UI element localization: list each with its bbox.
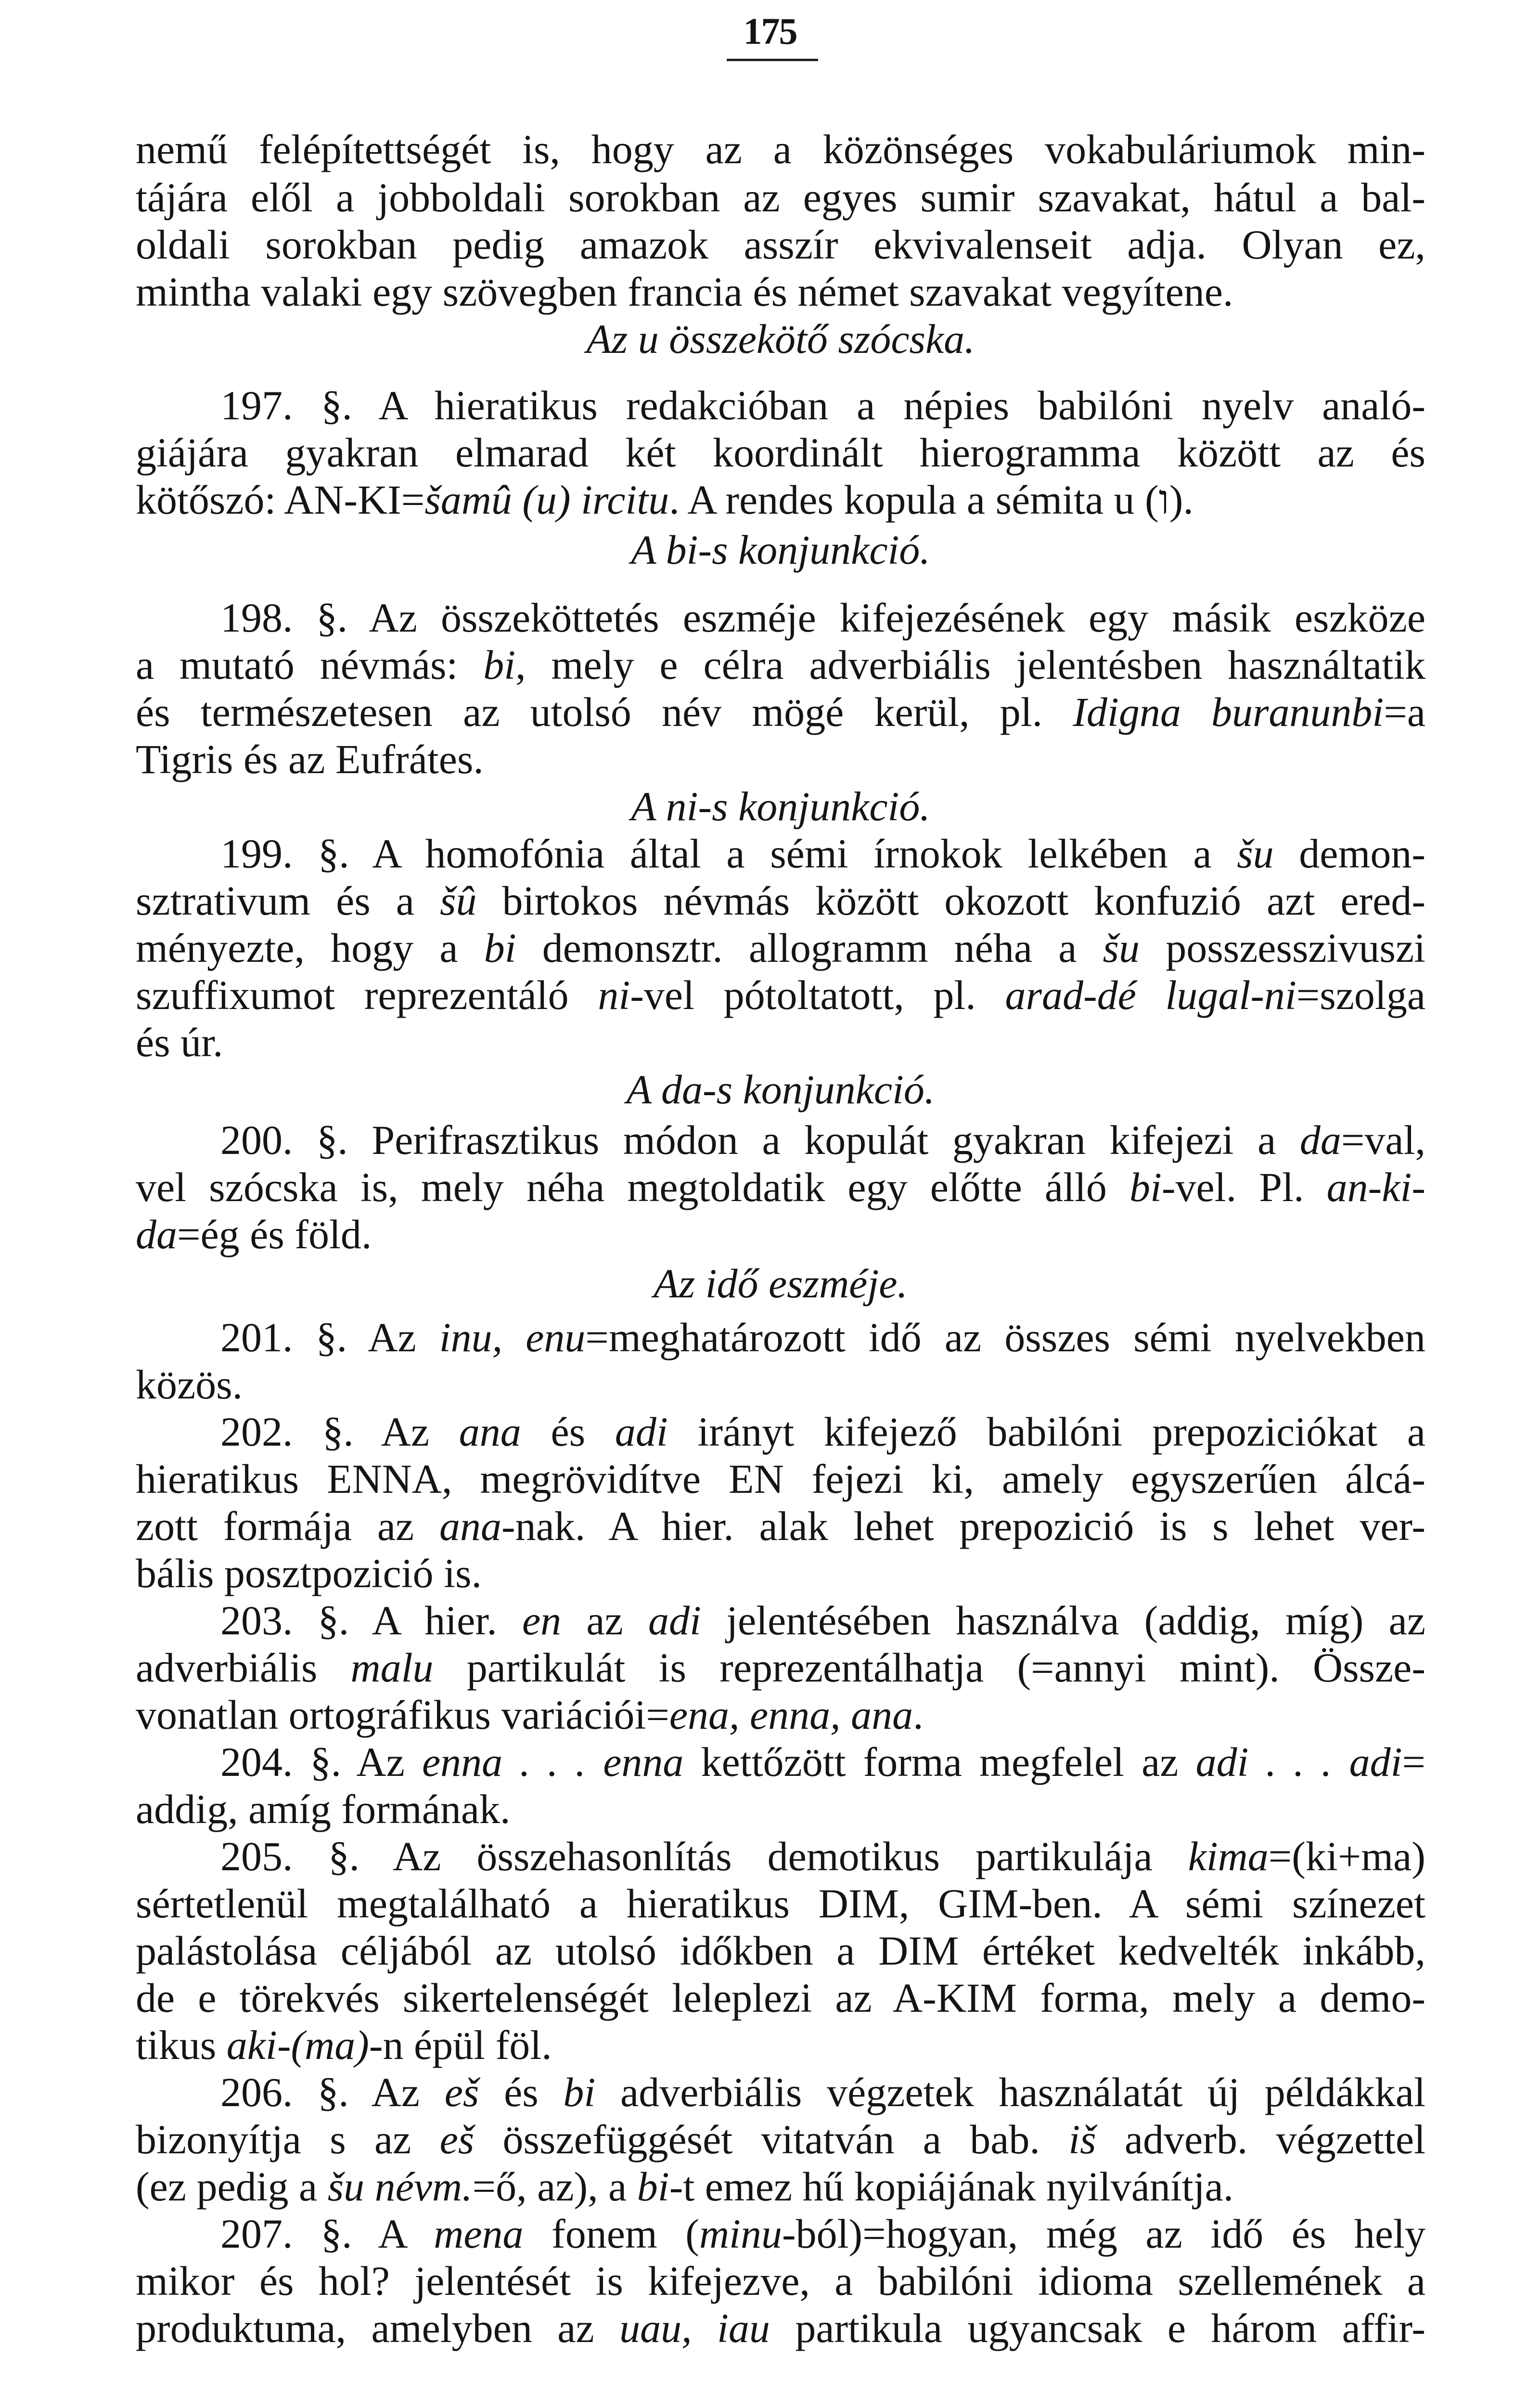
italic-term: da: [136, 1211, 177, 1257]
text-run: kettőzött forma megfelel az: [683, 1739, 1196, 1785]
italic-term: bi: [483, 642, 516, 688]
italic-term: adi . . . adi: [1195, 1739, 1402, 1785]
text-run: produktuma, amelyben az: [136, 2305, 620, 2351]
italic-term: bi: [637, 2163, 669, 2210]
text-line: [136, 1880, 1425, 1927]
text-line: [136, 2021, 1425, 2069]
text-run: zott formája az: [136, 1503, 439, 1549]
text-run: és: [479, 2069, 564, 2115]
text-run: bális posztpozició is.: [136, 1550, 482, 1596]
text-run: A bi-s konjunkció.: [631, 527, 930, 573]
section-heading: [136, 315, 1425, 362]
italic-term: an-ki-: [1326, 1164, 1425, 1210]
page-text: [0, 126, 1540, 2371]
text-run: a mutató névmás:: [136, 642, 484, 688]
text-run: de e törekvés sikertelenségét leleplezi az A-KIM forma, mely a demo-: [136, 1975, 1425, 2021]
text-run: 200. §. Perifrasztikus módon a kopulát gyakran kifejezi a: [220, 1117, 1300, 1163]
italic-term: arad-dé lugal-ni: [1005, 972, 1296, 1018]
italic-term: ana: [459, 1409, 521, 1455]
text-run: -ból)=hogyan, még az idő és hely: [782, 2211, 1425, 2257]
text-run: vel szócska is, mely néha megtoldatik egy előtte álló: [136, 1164, 1130, 1210]
italic-term: adi: [648, 1597, 701, 1643]
text-run: 204. §. Az: [220, 1739, 422, 1785]
text-run: 203. §. A hier.: [220, 1597, 522, 1643]
text-run: és: [521, 1409, 615, 1455]
text-run: összefüggését vitatván a bab.: [474, 2116, 1069, 2162]
text-line: [136, 688, 1425, 736]
italic-term: šu: [1237, 830, 1274, 877]
page-number-rule: [727, 59, 818, 61]
page-header: [0, 0, 1540, 63]
text-run: vonatlan ortográfikus variációi=: [136, 1692, 669, 1738]
text-line: [136, 830, 1425, 877]
text-run: -nak. A hier. alak lehet prepozició is s lehet ver-: [501, 1503, 1425, 1549]
italic-term: šu névm.: [327, 2163, 473, 2210]
text-run: adverb. végzettel: [1096, 2116, 1425, 2162]
text-line: [136, 641, 1425, 688]
section-heading: [136, 783, 1425, 830]
text-run: demon-: [1273, 830, 1425, 877]
text-line: [136, 1019, 1425, 1066]
text-line: [136, 2163, 1425, 2210]
text-line: [136, 1314, 1425, 1361]
italic-term: eš: [439, 2116, 475, 2162]
text-line: [136, 1116, 1425, 1164]
text-run: birtokos névmás között okozott konfuzió azt ered-: [476, 878, 1425, 924]
section-heading: [136, 1066, 1425, 1113]
text-line: [136, 2210, 1425, 2257]
text-run: szuffixumot reprezentáló: [136, 972, 598, 1018]
text-run: kötőszó: AN-KI=: [136, 477, 425, 523]
text-run: =: [1402, 1739, 1425, 1785]
text-run: =a: [1384, 689, 1425, 735]
text-line: [136, 1786, 1425, 1833]
italic-term: uau, iau: [619, 2305, 770, 2351]
text-line: [136, 1833, 1425, 1880]
text-run: A da-s konjunkció.: [626, 1066, 935, 1113]
text-line: [136, 1927, 1425, 1974]
italic-term: ena, enna, ana: [669, 1692, 913, 1738]
italic-term: eš: [444, 2069, 479, 2115]
text-run: , mely e célra adverbiális jelentésben használtatik: [515, 642, 1425, 688]
text-run: 207. §. A: [220, 2211, 434, 2257]
text-line: [136, 1455, 1425, 1502]
text-line: [136, 1502, 1425, 1550]
text-line: [136, 1597, 1425, 1644]
text-run: 198. §. Az összeköttetés eszméje kifejezésének egy másik eszköze: [220, 595, 1425, 641]
text-run: közös.: [136, 1361, 243, 1408]
text-line: [136, 429, 1425, 476]
text-run: adverbiális: [136, 1644, 351, 1691]
text-line: [136, 924, 1425, 971]
text-run: 201. §. Az: [220, 1314, 439, 1360]
text-line: [136, 1164, 1425, 1211]
text-line: [136, 1408, 1425, 1455]
text-line: [136, 1691, 1425, 1738]
text-run: . A rendes kopula a sémita u (ו).: [669, 477, 1194, 523]
text-line: [136, 594, 1425, 641]
italic-term: inu, enu: [439, 1314, 586, 1360]
text-run: hieratikus ENNA, megrövidítve EN fejezi ki, amely egyszerűen álcá-: [136, 1456, 1425, 1502]
italic-term: en: [522, 1597, 562, 1643]
text-run: adverbiális végzetek használatát új példákkal: [595, 2069, 1425, 2115]
italic-term: minu: [699, 2211, 782, 2257]
text-run: partikula ugyancsak e három affir-: [770, 2305, 1425, 2351]
italic-term: adi: [615, 1409, 668, 1455]
italic-term: aki-(ma): [226, 2022, 369, 2068]
text-run: ményezte, hogy a: [136, 925, 484, 971]
text-run: tájára elől a jobboldali sorokban az egyes sumir szavakat, hátul a bal-: [136, 174, 1425, 220]
text-run: 206. §. Az: [220, 2069, 445, 2115]
italic-term: Idigna buranunbi: [1073, 689, 1384, 735]
text-run: -t emez hű kopiájának nyilvánítja.: [669, 2163, 1234, 2210]
text-run: palástolása céljából az utolsó időkben a DIM értéket kedvelték inkább,: [136, 1928, 1425, 1974]
text-line: [136, 736, 1425, 783]
text-run: giájára gyakran elmarad két koordinált hierogramma között az és: [136, 429, 1425, 476]
text-run: nemű felépítettségét is, hogy az a közönséges vokabuláriumok min-: [136, 126, 1425, 172]
text-run: az: [561, 1597, 648, 1643]
text-run: partikulát is reprezentálhatja (=annyi mint). Össze-: [433, 1644, 1425, 1691]
italic-term: da: [1299, 1117, 1341, 1163]
italic-term: mena: [434, 2211, 524, 2257]
text-run: .: [913, 1692, 924, 1738]
text-run: =szolga: [1296, 972, 1425, 1018]
italic-term: ni: [598, 972, 630, 1018]
text-run: =meghatározott idő az összes sémi nyelvekben: [585, 1314, 1425, 1360]
text-run: sztrativum és a: [136, 878, 440, 924]
text-run: Tigris és az Eufrátes.: [136, 736, 484, 782]
text-line: [136, 2069, 1425, 2116]
text-run: demonsztr. allogramm néha a: [516, 925, 1103, 971]
section-heading: [136, 526, 1425, 573]
italic-term: iš: [1068, 2116, 1096, 2162]
text-run: (ez pedig a: [136, 2163, 328, 2210]
text-line: [136, 268, 1425, 315]
text-line: [136, 1361, 1425, 1408]
text-line: [136, 126, 1425, 173]
italic-term: malu: [350, 1644, 434, 1691]
text-line: [136, 382, 1425, 429]
italic-term: šamû (u) ircitu: [424, 477, 669, 523]
text-line: [136, 971, 1425, 1019]
text-run: Az idő eszméje.: [654, 1260, 908, 1307]
text-line: [136, 1974, 1425, 2021]
text-run: tikus: [136, 2022, 227, 2068]
text-run: =val,: [1341, 1117, 1425, 1163]
text-run: 197. §. A hieratikus redakcióban a népies babilóni nyelv analó-: [220, 382, 1425, 428]
page-number: 175: [743, 10, 797, 52]
text-run: 202. §. Az: [220, 1409, 459, 1455]
text-line: [136, 1738, 1425, 1786]
text-run: 205. §. Az összehasonlítás demotikus partikulája: [220, 1833, 1188, 1879]
text-run: fonem (: [523, 2211, 699, 2257]
text-run: jelentésében használva (addig, míg) az: [701, 1597, 1426, 1643]
italic-term: bi: [563, 2069, 596, 2115]
italic-term: šu: [1103, 925, 1140, 971]
italic-term: ana: [439, 1503, 501, 1549]
italic-term: bi: [1129, 1164, 1162, 1210]
italic-term: enna . . . enna: [422, 1739, 684, 1785]
text-line: [136, 2257, 1425, 2304]
text-run: -n épül föl.: [369, 2022, 552, 2068]
text-run: =ég és föld.: [177, 1211, 372, 1257]
text-line: [136, 476, 1425, 523]
text-line: [136, 1211, 1425, 1258]
text-line: [136, 877, 1425, 924]
text-run: mikor és hol? jelentését is kifejezve, a babilóni idioma szellemének a: [136, 2258, 1425, 2304]
text-line: [136, 2116, 1425, 2163]
text-run: addig, amíg formának.: [136, 1786, 511, 1832]
text-run: A ni-s konjunkció.: [631, 783, 930, 829]
text-line: [136, 2304, 1425, 2352]
text-run: -vel pótoltatott, pl.: [630, 972, 1005, 1018]
italic-term: šû: [440, 878, 477, 924]
text-run: irányt kifejező babilóni prepoziciókat a: [667, 1409, 1425, 1455]
text-run: -vel. Pl.: [1161, 1164, 1327, 1210]
text-run: bizonyítja s az: [136, 2116, 440, 2162]
text-line: [136, 1550, 1425, 1597]
text-run: posszesszivuszi: [1140, 925, 1426, 971]
section-heading: [136, 1260, 1425, 1307]
text-run: sértetlenül megtalálható a hieratikus DIM, GIM-ben. A sémi színezet: [136, 1880, 1425, 1927]
italic-term: kima: [1188, 1833, 1269, 1879]
text-line: [136, 1644, 1425, 1691]
text-line: [136, 221, 1425, 268]
text-run: Az u összekötő szócska.: [586, 316, 975, 362]
text-run: és természetesen az utolsó név mögé kerül, pl.: [136, 689, 1073, 735]
text-run: oldali sorokban pedig amazok asszír ekvivalenseit adja. Olyan ez,: [136, 221, 1425, 268]
text-run: és úr.: [136, 1019, 223, 1065]
text-run: =ő, az), a: [472, 2163, 637, 2210]
italic-term: bi: [484, 925, 516, 971]
text-run: =(ki+ma): [1268, 1833, 1425, 1879]
text-run: 199. §. A homofónia által a sémi írnokok lelkében a: [220, 830, 1237, 877]
text-run: mintha valaki egy szövegben francia és német szavakat vegyítene.: [136, 269, 1233, 315]
text-line: [136, 174, 1425, 221]
